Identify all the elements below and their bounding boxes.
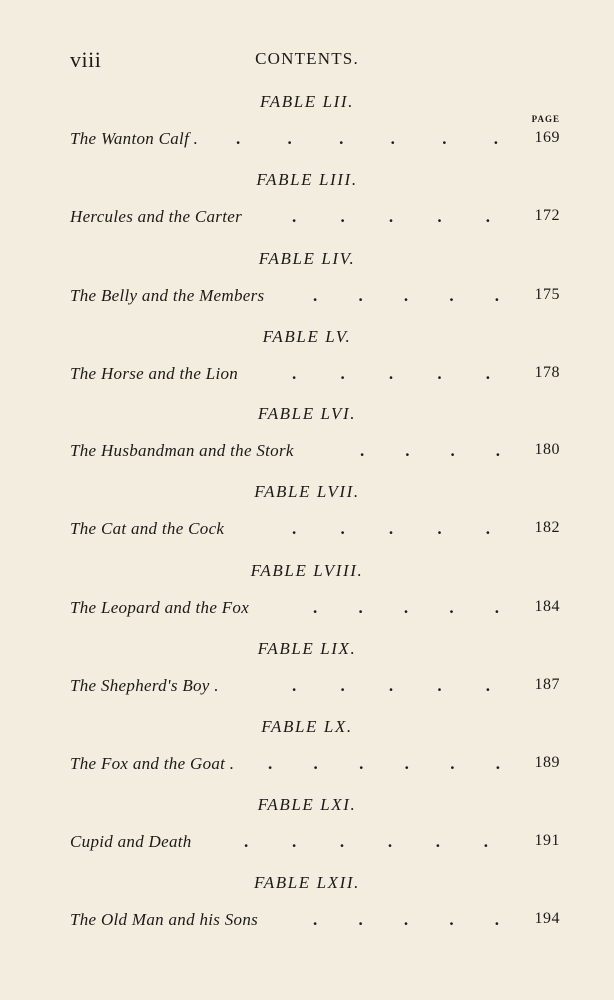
fable-title: The Old Man and his Sons xyxy=(70,910,259,929)
dot-leader: . . . . . xyxy=(292,519,490,538)
list-item xyxy=(0,170,614,250)
fable-title: The Shepherd's Boy . xyxy=(70,676,219,695)
list-item xyxy=(0,482,614,562)
list-item xyxy=(0,327,614,407)
page-number: 189 xyxy=(534,754,560,771)
list-item xyxy=(0,795,614,875)
dot-leader: . . . . . xyxy=(313,286,499,305)
fable-number: FABLE LIV. xyxy=(258,249,356,268)
page-number: 191 xyxy=(534,832,560,849)
fable-number: FABLE LII. xyxy=(259,92,355,111)
page-number: 182 xyxy=(534,519,560,536)
fable-number: FABLE LXII. xyxy=(253,873,361,892)
page-number: 187 xyxy=(534,676,560,693)
dot-leader: . . . . . . xyxy=(268,754,500,773)
fable-title: Cupid and Death xyxy=(70,832,192,851)
fable-title: The Belly and the Members xyxy=(70,286,265,305)
running-head: CONTENTS. xyxy=(255,49,359,68)
dot-leader: . . . . . xyxy=(292,364,490,383)
list-item xyxy=(0,639,614,719)
fable-number: FABLE LVII. xyxy=(254,482,360,501)
dot-leader: . . . . . xyxy=(292,207,490,226)
fable-number: FABLE LVI. xyxy=(257,404,357,423)
fable-title: The Husbandman and the Stork xyxy=(70,441,294,460)
fable-number: FABLE LXI. xyxy=(257,795,357,814)
page-column-label: PAGE xyxy=(531,114,560,124)
page-number: 169 xyxy=(534,129,560,146)
list-item xyxy=(0,249,614,329)
page-number: 172 xyxy=(534,207,560,224)
fable-number: FABLE LV. xyxy=(262,327,352,346)
dot-leader: . . . . . xyxy=(313,910,499,929)
fable-title: The Wanton Calf . xyxy=(70,129,199,148)
page-number: 175 xyxy=(534,286,560,303)
list-item xyxy=(0,873,614,953)
fable-title: The Horse and the Lion xyxy=(70,364,239,383)
fable-number: FABLE LIII. xyxy=(256,170,358,189)
fable-title: The Fox and the Goat . xyxy=(70,754,235,773)
page-number: 178 xyxy=(534,364,560,381)
list-item xyxy=(0,561,614,641)
page-number: 184 xyxy=(534,598,560,615)
dot-leader: . . . . . . xyxy=(244,832,488,851)
page-number: 180 xyxy=(534,441,560,458)
fable-number: FABLE LX. xyxy=(261,717,353,736)
fable-title: The Leopard and the Fox xyxy=(70,598,250,617)
dot-leader: . . . . . . xyxy=(236,129,498,148)
dot-leader: . . . . xyxy=(360,441,500,460)
list-item xyxy=(0,92,614,172)
dot-leader: . . . . . xyxy=(313,598,499,617)
list-item xyxy=(0,404,614,484)
fable-number: FABLE LIX. xyxy=(257,639,357,658)
fable-title: Hercules and the Carter xyxy=(70,207,242,226)
page-folio: viii xyxy=(70,47,102,72)
list-item xyxy=(0,717,614,797)
page-number: 194 xyxy=(534,910,560,927)
fable-number: FABLE LVIII. xyxy=(250,561,364,580)
fable-title: The Cat and the Cock xyxy=(70,519,225,538)
dot-leader: . . . . . xyxy=(292,676,490,695)
